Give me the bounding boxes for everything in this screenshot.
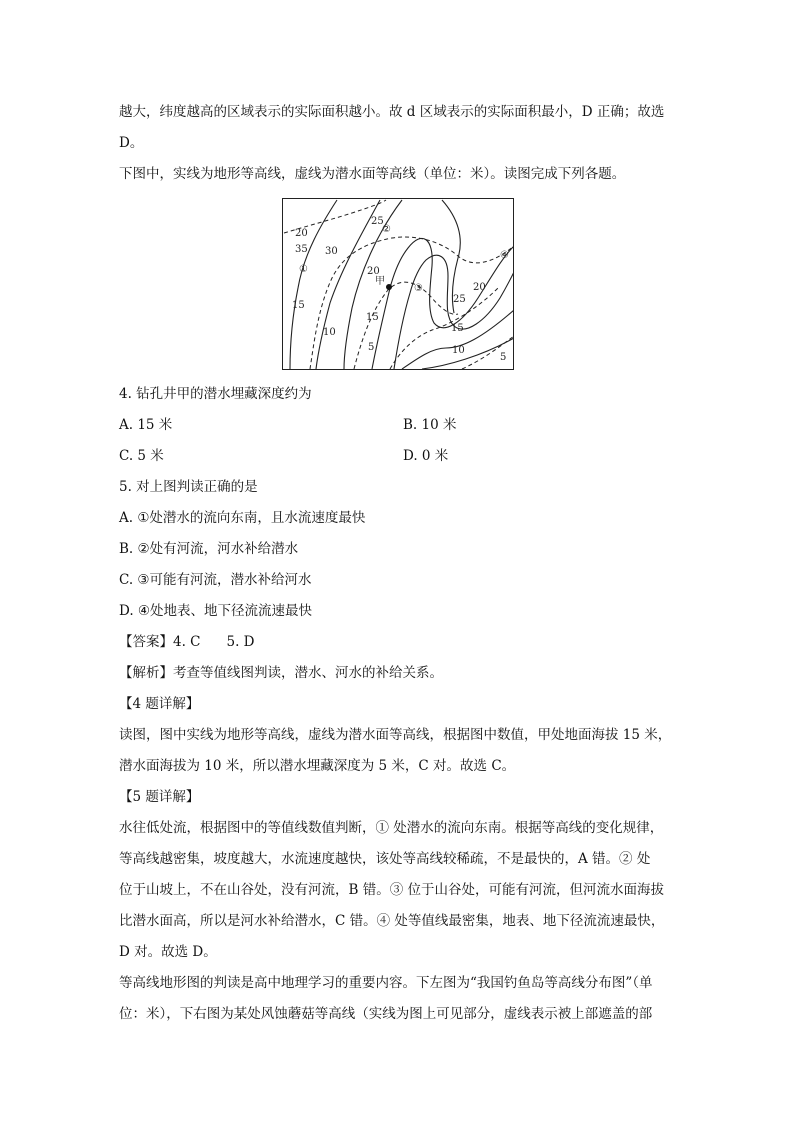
option-b: B. ②处有河流，河水补给潜水 bbox=[119, 541, 299, 557]
contour-label: 5 bbox=[368, 342, 375, 353]
option-c: C. ③可能有河流，潜水补给河水 bbox=[119, 572, 312, 588]
contour-label: 25 bbox=[371, 216, 384, 227]
contour-label: 30 bbox=[325, 246, 338, 257]
answer-second: 5. D bbox=[226, 634, 255, 650]
contour-label: 5 bbox=[500, 352, 507, 363]
contour-map-figure bbox=[282, 198, 514, 370]
question-4-stem: 4. 钻孔井甲的潜水埋藏深度约为 bbox=[119, 386, 312, 402]
detail-5-heading: 【5 题详解】 bbox=[119, 789, 200, 805]
location-mark-1: ① bbox=[299, 264, 308, 275]
figure-intro: 下图中，实线为地形等高线，虚线为潜水面等高线（单位：米）。读图完成下列各题。 bbox=[119, 166, 626, 182]
contour-label: 35 bbox=[295, 244, 308, 255]
detail-4-line: 潜水面海拔为 10 米，所以潜水埋藏深度为 5 米，C 对。故选 C。 bbox=[119, 758, 516, 774]
detail-5-line: D 对。故选 D。 bbox=[119, 944, 217, 960]
contour-label: 20 bbox=[295, 228, 308, 239]
contour-label: 10 bbox=[323, 327, 336, 338]
contour-label: 15 bbox=[366, 312, 379, 323]
contour-label: 20 bbox=[367, 266, 380, 277]
option-d: D. 0 米 bbox=[403, 448, 449, 464]
option-c: C. 5 米 bbox=[119, 448, 164, 464]
closing-line: 位：米），下右图为某处风蚀蘑菇等高线（实线为图上可见部分，虚线表示被上部遮盖的部 bbox=[119, 1006, 653, 1022]
contour-label: 15 bbox=[292, 300, 305, 311]
location-mark-2: ② bbox=[382, 224, 391, 235]
detail-5-line: 水往低处流，根据图中的等值线数值判断，① 处潜水的流向东南。根据等高线的变化规律， bbox=[119, 820, 664, 836]
contour-label: 20 bbox=[473, 282, 486, 293]
option-a: A. ①处潜水的流向东南，且水流速度最快 bbox=[119, 510, 366, 526]
closing-line: 等高线地形图的判读是高中地理学习的重要内容。下左图为“我国钓鱼岛等高线分布图”（单 bbox=[119, 975, 653, 991]
detail-4-heading: 【4 题详解】 bbox=[119, 696, 200, 712]
analysis-line: 【解析】考查等值线图判读，潜水、河水的补给关系。 bbox=[119, 665, 443, 681]
contour-label: 25 bbox=[453, 294, 466, 305]
option-b: B. 10 米 bbox=[403, 417, 457, 433]
option-d: D. ④处地表、地下径流流速最快 bbox=[119, 603, 313, 619]
answer-line bbox=[119, 632, 255, 652]
well-jia-marker bbox=[386, 284, 392, 290]
paragraph-line: D。 bbox=[119, 135, 144, 151]
location-mark-4: ④ bbox=[500, 250, 509, 261]
contour-label: 15 bbox=[451, 323, 464, 334]
detail-5-line: 比潜水面高，所以是河水补给潜水，C 错。④ 处等值线最密集，地表、地下径流流速最快， bbox=[119, 913, 665, 929]
answer-label: 【答案】4. C bbox=[119, 634, 201, 650]
contour-map bbox=[282, 198, 514, 370]
question-5-stem: 5. 对上图判读正确的是 bbox=[119, 479, 258, 495]
option-a: A. 15 米 bbox=[119, 417, 173, 433]
well-jia-label: 甲 bbox=[375, 276, 385, 287]
detail-5-line: 位于山坡上，不在山谷处，没有河流，B 错。③ 位于山谷处，可能有河流，但河流水面海拔 bbox=[119, 882, 665, 898]
detail-5-line: 等高线越密集，坡度越大，水流速度越快，该处等高线较稀疏，不是最快的，A 错。② 处 bbox=[119, 851, 651, 867]
paragraph-line: 越大，纬度越高的区域表示的实际面积越小。故 d 区域表示的实际面积最小，D 正确；故选 bbox=[119, 104, 665, 120]
detail-4-line: 读图，图中实线为地形等高线，虚线为潜水面等高线，根据图中数值，甲处地面海拔 15 米， bbox=[119, 727, 672, 743]
location-mark-3: ③ bbox=[414, 283, 423, 294]
contour-label: 10 bbox=[452, 345, 465, 356]
